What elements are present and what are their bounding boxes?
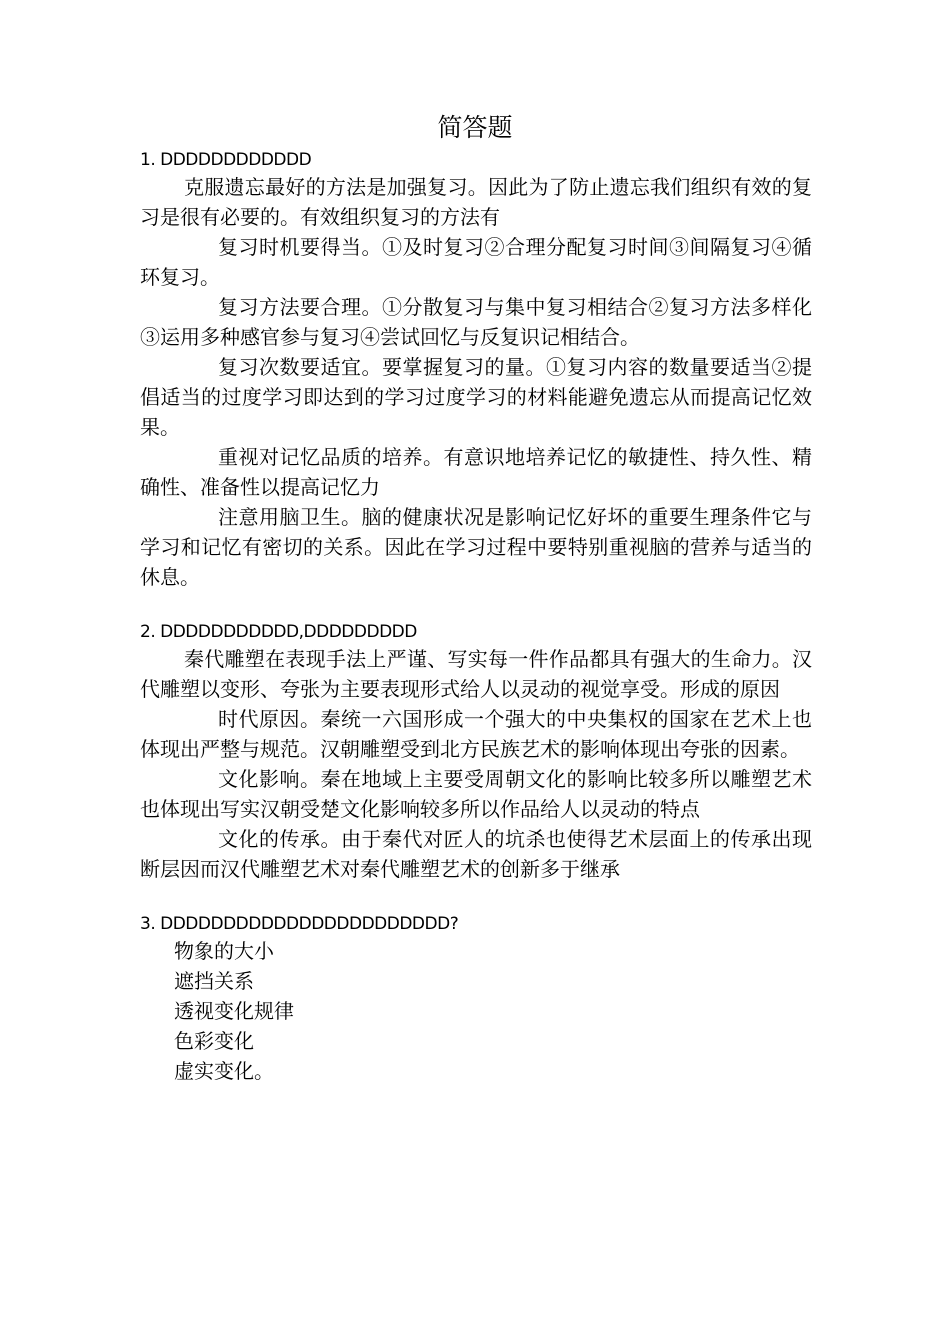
- section-gap: [140, 592, 812, 620]
- question-1-point: 复习时机要得当。①及时复习②合理分配复习时间③间隔复习④循环复习。: [140, 235, 812, 289]
- question-3-item: 透视变化规律: [174, 999, 294, 1023]
- question-2-point: 文化的传承。由于秦代对匠人的坑杀也使得艺术层面上的传承出现断层因而汉代雕塑艺术对秦代雕塑艺术的创新多于继承: [140, 827, 812, 881]
- question-2-point: 文化影响。秦在地域上主要受周朝文化的影响比较多所以雕塑艺术也体现出写实汉朝受楚文化影响较多所以作品给人以灵动的特点: [140, 767, 812, 821]
- question-1-point: 复习次数要适宜。要掌握复习的量。①复习内容的数量要适当②提倡适当的过度学习即达到的学习过度学习的材料能避免遗忘从而提高记忆效果。: [140, 355, 812, 439]
- question-2-intro: 秦代雕塑在表现手法上严谨、写实每一件作品都具有强大的生命力。汉代雕塑以变形、夸张为主要表现形式给人以灵动的视觉享受。形成的原因: [140, 647, 812, 701]
- page-title: 简答题: [437, 113, 513, 142]
- question-1-heading: 1. DDDDDDDDDDDD: [140, 150, 312, 170]
- question-3-heading: 3. DDDDDDDDDDDDDDDDDDDDDDD?: [140, 914, 459, 934]
- document-body: [140, 148, 812, 1086]
- question-3-item: 虚实变化。: [174, 1059, 274, 1083]
- question-1-point: 复习方法要合理。①分散复习与集中复习相结合②复习方法多样化③运用多种感官参与复习④尝试回忆与反复识记相结合。: [140, 295, 812, 349]
- question-3: [140, 912, 812, 1086]
- question-2: [140, 620, 812, 884]
- question-3-item: 色彩变化: [174, 1029, 254, 1053]
- section-gap: [140, 884, 812, 912]
- question-1: [140, 148, 812, 592]
- question-1-point: 重视对记忆品质的培养。有意识地培养记忆的敏捷性、持久性、精确性、准备性以提高记忆力: [140, 445, 812, 499]
- question-2-heading: 2. DDDDDDDDDDD,DDDDDDDDD: [140, 622, 417, 642]
- question-3-item: 物象的大小: [174, 939, 274, 963]
- question-3-item: 遮挡关系: [174, 969, 254, 993]
- question-2-point: 时代原因。秦统一六国形成一个强大的中央集权的国家在艺术上也体现出严整与规范。汉朝雕塑受到北方民族艺术的影响体现出夸张的因素。: [140, 707, 812, 761]
- question-1-point: 注意用脑卫生。脑的健康状况是影响记忆好坏的重要生理条件它与学习和记忆有密切的关系。因此在学习过程中要特别重视脑的营养与适当的休息。: [140, 505, 812, 589]
- question-1-intro: 克服遗忘最好的方法是加强复习。因此为了防止遗忘我们组织有效的复习是很有必要的。有效组织复习的方法有: [140, 175, 812, 229]
